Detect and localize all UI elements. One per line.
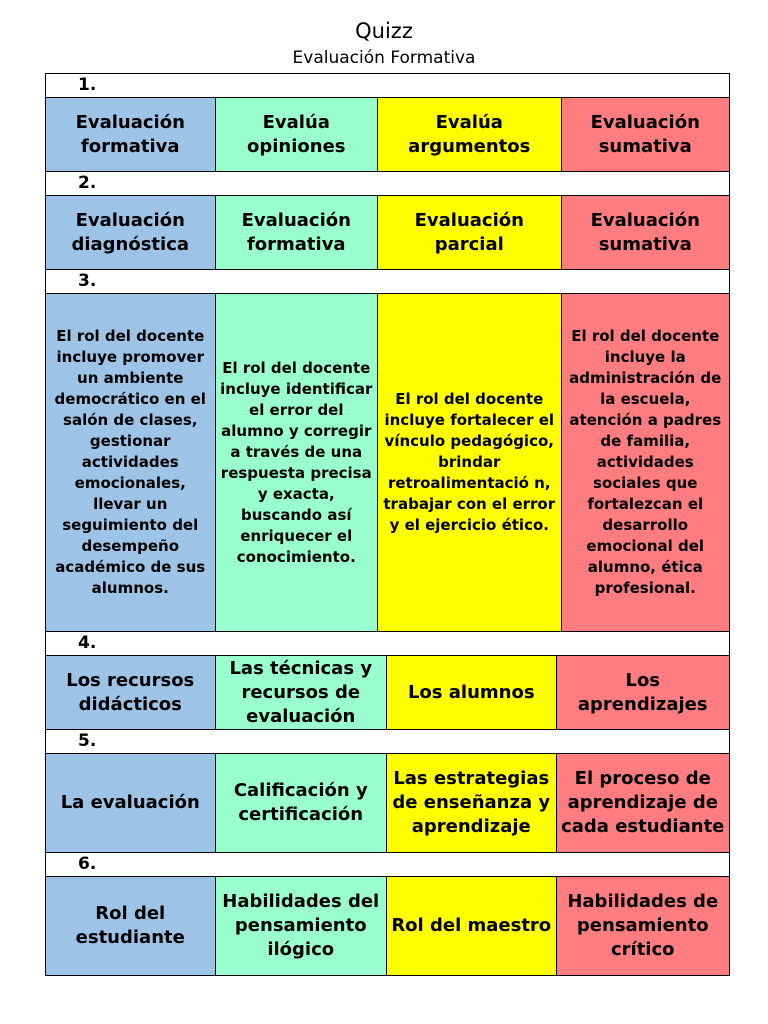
page-subtitle: Evaluación Formativa [292, 48, 476, 68]
question-options-row [46, 656, 729, 730]
option-c: Evaluación parcial [378, 196, 561, 269]
question-options-row [46, 196, 729, 270]
option-c: El rol del docente incluye fortalecer el vínculo pedagógico, brindar retroalimentació n, trabajar con el error y el ejercicio ético. [378, 294, 561, 631]
question-options-row [46, 98, 729, 172]
option-b: Las técnicas y recursos de evaluación [216, 656, 388, 729]
option-b: El rol del docente incluye identificar el error del alumno y corregir a través de una respuesta precisa y exacta, buscando así enriquecer el conocimiento. [216, 294, 379, 631]
question-number: 4. [46, 632, 729, 656]
option-b: Evalúa opiniones [216, 98, 379, 171]
option-d: El rol del docente incluye la administración de la escuela, atención a padres de familia, actividades sociales que fortalezcan el desarrollo emocional del alumno, ética profesional. [562, 294, 730, 631]
quiz-table [45, 73, 730, 976]
option-a: Evaluación diagnóstica [46, 196, 216, 269]
option-c: Evalúa argumentos [378, 98, 561, 171]
option-a: Evaluación formativa [46, 98, 216, 171]
question-number: 6. [46, 853, 729, 877]
option-c: Rol del maestro [387, 877, 557, 975]
option-b: Evaluación formativa [216, 196, 379, 269]
option-b: Calificación y certificación [216, 754, 388, 852]
option-a: La evaluación [46, 754, 216, 852]
option-b: Habilidades del pensamiento ilógico [216, 877, 388, 975]
question-number: 5. [46, 730, 729, 754]
option-d: Los aprendizajes [557, 656, 730, 729]
option-d: Evaluación sumativa [562, 196, 730, 269]
option-a: Los recursos didácticos [46, 656, 216, 729]
option-a: El rol del docente incluye promover un ambiente democrático en el salón de clases, gestionar actividades emocionales, llevar un seguimiento del desempeño académico de sus alumnos. [46, 294, 216, 631]
question-options-row [46, 754, 729, 853]
question-options-row [46, 294, 729, 632]
question-options-row [46, 877, 729, 975]
option-c: Las estrategias de enseñanza y aprendizaje [387, 754, 557, 852]
question-number: 3. [46, 270, 729, 294]
option-d: El proceso de aprendizaje de cada estudiante [557, 754, 730, 852]
option-a: Rol del estudiante [46, 877, 216, 975]
option-c: Los alumnos [387, 656, 557, 729]
question-number: 1. [46, 74, 729, 98]
option-d: Evaluación sumativa [562, 98, 730, 171]
question-number: 2. [46, 172, 729, 196]
page-title: Quizz [355, 19, 413, 43]
option-d: Habilidades de pensamiento crítico [557, 877, 730, 975]
